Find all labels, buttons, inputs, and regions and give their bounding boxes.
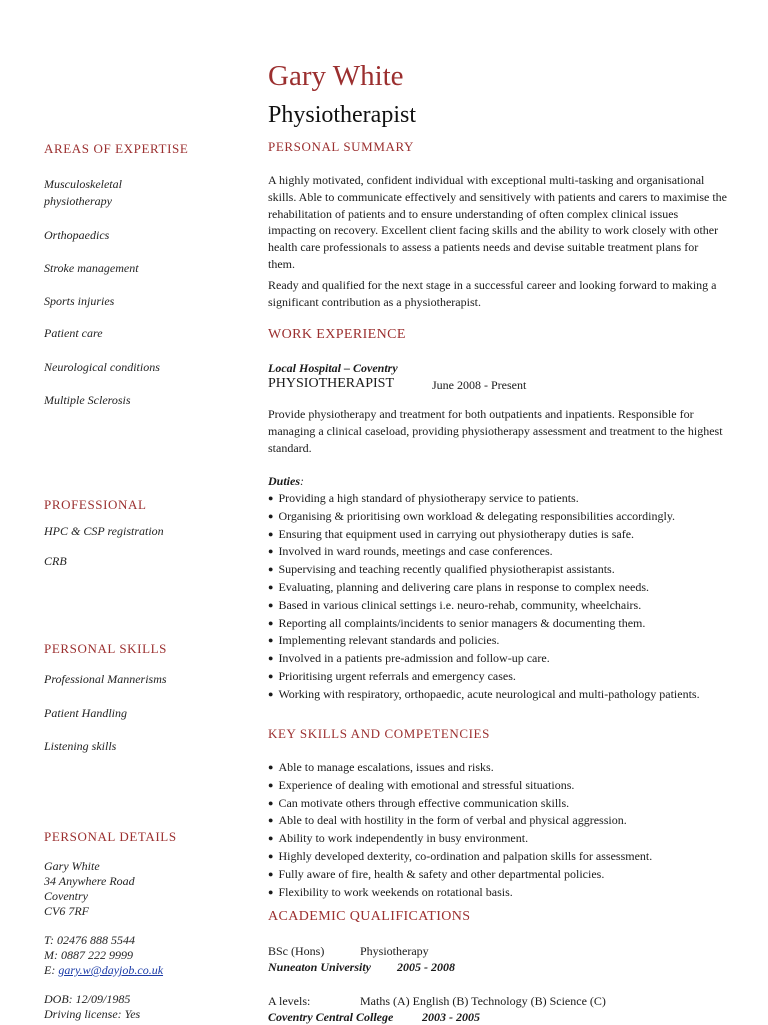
list-item: ● Highly developed dexterity, co-ordination and palpation skills for assessment. [268,848,738,866]
area-item: Patient care [44,326,103,340]
professional-heading: PROFESSIONAL [44,497,147,512]
area-item: physiotherapy [44,194,112,208]
area-item: Neurological conditions [44,360,160,374]
area-item: Orthopaedics [44,228,110,242]
list-item: ● Flexibility to work weekends on rotational basis. [268,884,738,902]
list-item: ● Working with respiratory, orthopaedic, acute neurological and multi-pathology patients. [268,686,733,704]
list-item: ● Implementing relevant standards and policies. [268,632,738,650]
list-item: ● Ensuring that equipment used in carrying out physiotherapy duties is safe. [268,526,738,544]
key-skills-heading: KEY SKILLS AND COMPETENCIES [268,726,490,741]
a-levels-grades: Maths (A) English (B) Technology (B) Science (C) [360,994,606,1008]
list-item: ● Experience of dealing with emotional and stressful situations. [268,777,738,795]
list-item: ● Prioritising urgent referrals and emergency cases. [268,668,738,686]
duties-list [268,490,738,704]
detail-address: 34 Anywhere Road [44,874,135,888]
list-item: ● Involved in a patients pre-admission and follow-up care. [268,650,738,668]
summary-paragraph: A highly motivated, confident individual with exceptional multi-tasking and organisational skills. Able to communicate effectively and sensitively with patients and carers to maximise the rehabilitation of patients and to ensure understanding of often complex clinical issues impacting on recovery. Excellent client facing skills and the ability to work closely with other health care professionals to assess a patients needs and devise suitable treatment plans for them. [268,173,727,271]
work-description: Provide physiotherapy and treatment for both outpatients and inpatients. Responsible for managing a clinical caseload, providing physiotherapy assessment and treatment to the highest standard. [268,407,723,455]
college-dates: 2003 - 2005 [422,1010,480,1024]
list-item: ● Involved in ward rounds, meetings and case conferences. [268,543,738,561]
skill-item: Listening skills [44,739,117,753]
area-item: Sports injuries [44,294,115,308]
duties-label: Duties [268,474,301,488]
job-title: Physiotherapist [268,102,416,128]
professional-item: CRB [44,554,67,568]
key-skills-list [268,759,738,901]
detail-city: Coventry [44,889,88,903]
duties-label-row [268,474,304,489]
details-heading: PERSONAL DETAILS [44,829,177,844]
detail-dob: DOB: 12/09/1985 [44,992,131,1006]
employer: Local Hospital – Coventry [268,361,398,375]
degree: BSc (Hons) [268,944,325,958]
list-item: ● Able to manage escalations, issues and risks. [268,759,738,777]
summary-paragraph-2: Ready and qualified for the next stage in a successful career and looking forward to making a significant contribution as a physiotherapist. [268,278,717,309]
summary-heading: PERSONAL SUMMARY [268,139,415,154]
detail-email-row [44,963,163,978]
detail-email-prefix: E: [44,963,59,977]
area-item: Stroke management [44,261,139,275]
work-experience-heading: WORK EXPERIENCE [268,327,406,342]
areas-heading: AREAS OF EXPERTISE [44,141,189,156]
candidate-name: Gary White [268,60,404,92]
list-item: ● Able to deal with hostility in the form of verbal and physical aggression. [268,812,738,830]
university-dates: 2005 - 2008 [397,960,455,974]
skill-item: Patient Handling [44,706,127,720]
area-item: Musculoskeletal [44,177,122,191]
duties-colon: : [300,474,305,488]
employment-dates: June 2008 - Present [432,378,527,392]
professional-item: HPC & CSP registration [44,524,164,538]
academic-heading: ACADEMIC QUALIFICATIONS [268,909,471,924]
skill-item: Professional Mannerisms [44,672,167,686]
list-item: ● Based in various clinical settings i.e. neuro-rehab, community, wheelchairs. [268,597,738,615]
list-item: ● Supervising and teaching recently qualified physiotherapist assistants. [268,561,738,579]
email-link[interactable]: gary.w@dayjob.co.uk [58,963,164,977]
degree-subject: Physiotherapy [360,944,429,958]
university: Nuneaton University [268,960,372,974]
list-item: ● Can motivate others through effective communication skills. [268,795,738,813]
list-item: ● Providing a high standard of physiotherapy service to patients. [268,490,738,508]
list-item: ● Reporting all complaints/incidents to senior managers & documenting them. [268,615,738,633]
detail-name: Gary White [44,859,100,873]
skills-heading: PERSONAL SKILLS [44,641,168,656]
list-item: ● Ability to work independently in busy environment. [268,830,738,848]
detail-postcode: CV6 7RF [44,904,89,918]
position: PHYSIOTHERAPIST [268,376,395,391]
detail-driving-license: Driving license: Yes [44,1007,141,1021]
list-item: ● Organising & prioritising own workload & delegating responsibilities accordingly. [268,508,738,526]
list-item: ● Evaluating, planning and delivering care plans in response to complex needs. [268,579,738,597]
a-levels-label: A levels: [268,994,311,1008]
detail-mobile: M: 0887 222 9999 [44,948,133,962]
college: Coventry Central College [268,1010,394,1024]
list-item: ● Fully aware of fire, health & safety and other departmental policies. [268,866,738,884]
area-item: Multiple Sclerosis [44,393,131,407]
detail-telephone: T: 02476 888 5544 [44,933,136,947]
